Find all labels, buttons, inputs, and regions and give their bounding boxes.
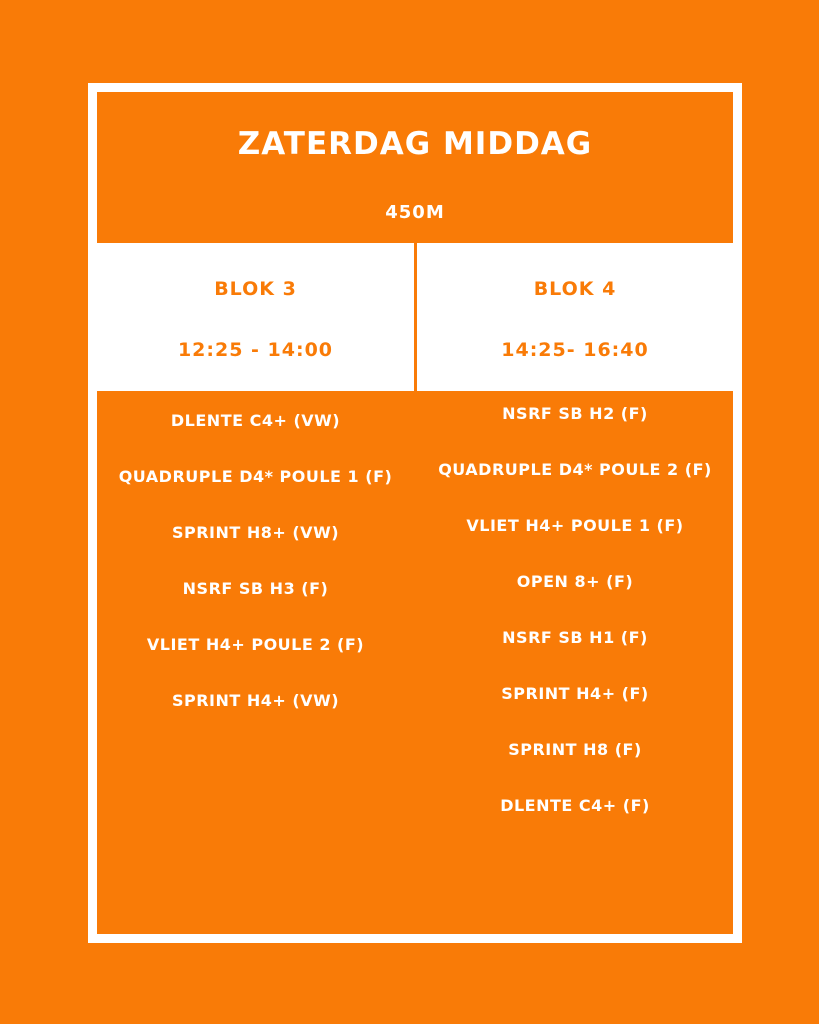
list-item: DLENTE C4+ (VW) <box>170 411 341 430</box>
list-item: SPRINT H8+ (VW) <box>171 523 340 542</box>
list-item: NSRF SB H3 (F) <box>182 579 329 598</box>
list-item: OPEN 8+ (F) <box>516 572 634 591</box>
block-3-name: BLOK 3 <box>214 278 297 300</box>
block-3-list <box>97 391 414 934</box>
list-item: SPRINT H4+ (F) <box>501 684 649 703</box>
list-item: DLENTE C4+ (F) <box>500 796 650 815</box>
list-item: VLIET H4+ POULE 2 (F) <box>146 635 365 654</box>
list-item: NSRF SB H2 (F) <box>502 404 648 423</box>
list-item: SPRINT H8 (F) <box>508 740 642 759</box>
block-4-list <box>417 391 733 934</box>
block-4-header <box>417 243 733 391</box>
distance-label: 450M <box>385 202 445 223</box>
schedule-card <box>88 83 742 943</box>
block-3-header <box>97 243 414 391</box>
block-4-time: 14:25- 16:40 <box>501 339 649 361</box>
list-item: SPRINT H4+ (VW) <box>171 691 340 710</box>
list-item: QUADRUPLE D4* POULE 2 (F) <box>438 460 712 479</box>
list-item: NSRF SB H1 (F) <box>502 628 648 647</box>
schedule-header <box>97 92 733 243</box>
block-4-name: BLOK 4 <box>533 278 617 300</box>
list-item: VLIET H4+ POULE 1 (F) <box>466 516 684 535</box>
page-title: ZATERDAG MIDDAG <box>237 126 593 162</box>
list-item: QUADRUPLE D4* POULE 1 (F) <box>118 467 393 486</box>
block-3-time: 12:25 - 14:00 <box>177 339 334 361</box>
